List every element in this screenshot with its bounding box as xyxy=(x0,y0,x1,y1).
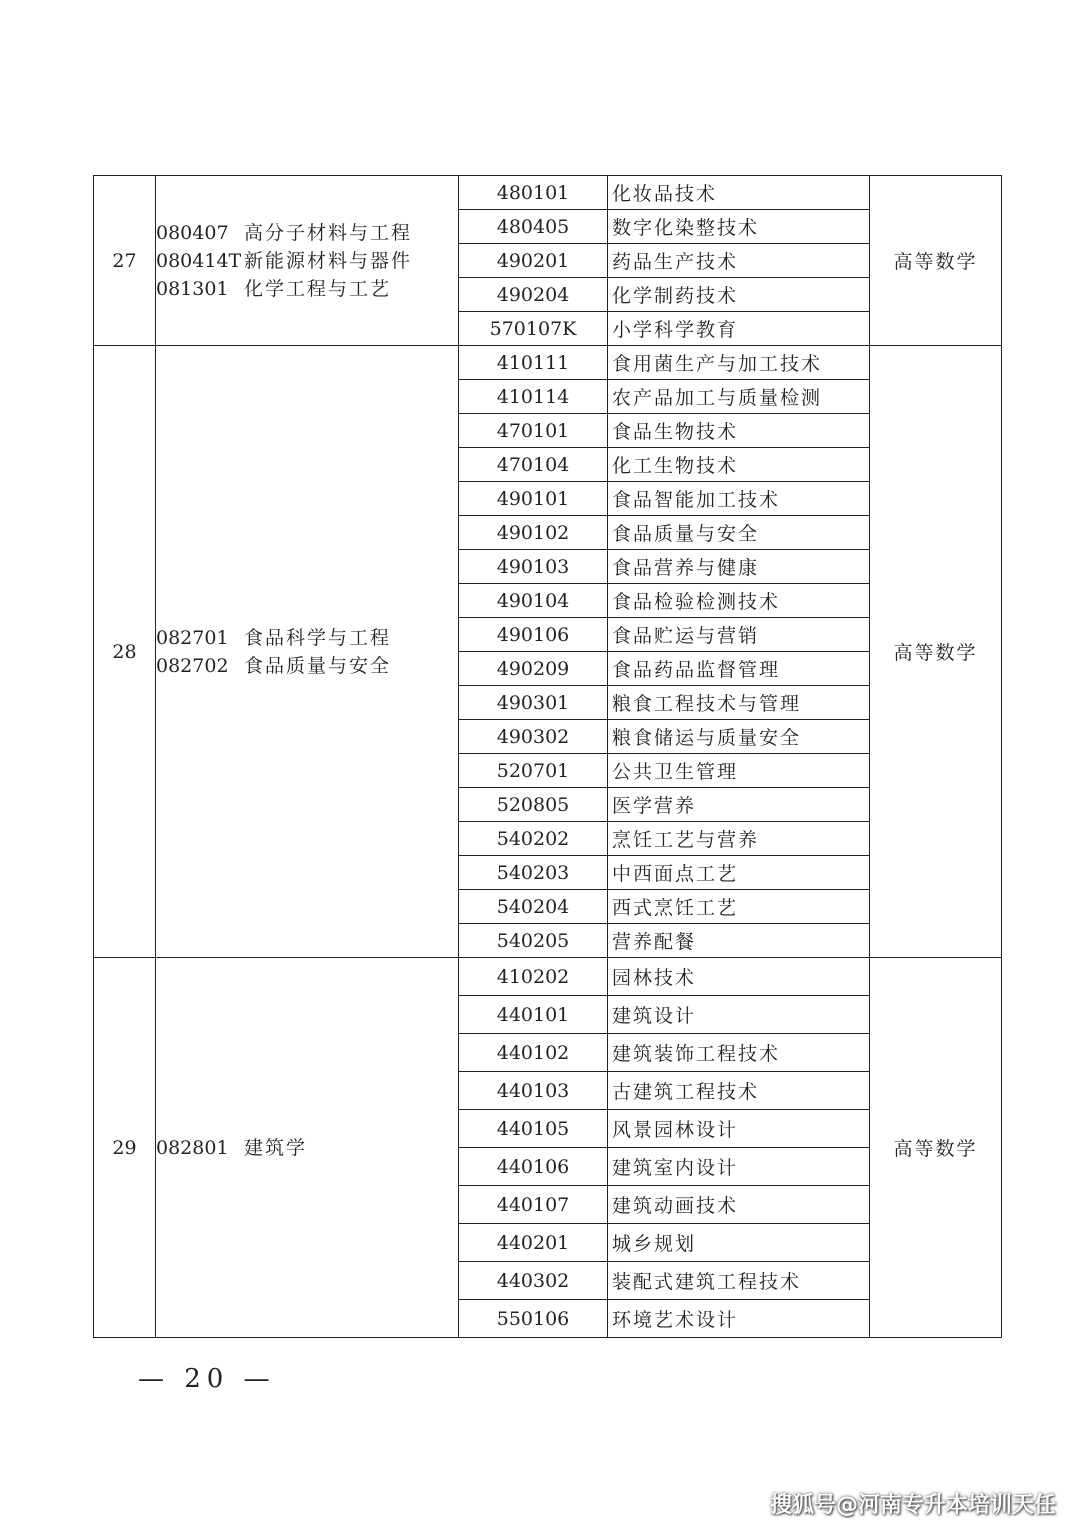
vocational-major-name: 食品营养与健康 xyxy=(608,550,870,584)
vocational-major-name: 食用菌生产与加工技术 xyxy=(608,346,870,380)
group-number: 27 xyxy=(94,176,156,346)
vocational-major-name: 营养配餐 xyxy=(608,924,870,958)
vocational-major-name: 化学制药技术 xyxy=(608,278,870,312)
table-row xyxy=(94,346,1002,380)
undergrad-major-code: 082702 xyxy=(156,654,229,677)
vocational-major-code: 440107 xyxy=(459,1186,608,1224)
vocational-major-code: 520805 xyxy=(459,788,608,822)
vocational-major-code: 490106 xyxy=(459,618,608,652)
vocational-major-code: 490302 xyxy=(459,720,608,754)
exam-subject: 高等数学 xyxy=(870,958,1002,1338)
vocational-major-name: 食品贮运与营销 xyxy=(608,618,870,652)
vocational-major-name: 公共卫生管理 xyxy=(608,754,870,788)
vocational-major-name: 烹饪工艺与营养 xyxy=(608,822,870,856)
vocational-major-code: 490104 xyxy=(459,584,608,618)
vocational-major-code: 490101 xyxy=(459,482,608,516)
vocational-major-code: 470101 xyxy=(459,414,608,448)
table-row xyxy=(94,176,1002,210)
undergrad-major-name: 高分子材料与工程 xyxy=(244,221,413,244)
undergrad-major-code: 082701 xyxy=(156,626,229,649)
vocational-major-name: 食品生物技术 xyxy=(608,414,870,448)
vocational-major-name: 古建筑工程技术 xyxy=(608,1072,870,1110)
vocational-major-name: 化工生物技术 xyxy=(608,448,870,482)
vocational-major-name: 建筑室内设计 xyxy=(608,1148,870,1186)
vocational-major-code: 440106 xyxy=(459,1148,608,1186)
vocational-major-name: 西式烹饪工艺 xyxy=(608,890,870,924)
vocational-major-code: 490209 xyxy=(459,652,608,686)
undergrad-major-code: 080407 xyxy=(156,221,229,244)
vocational-major-code: 480101 xyxy=(459,176,608,210)
page-number: — 20 — xyxy=(138,1364,276,1394)
vocational-major-code: 410111 xyxy=(459,346,608,380)
undergrad-major xyxy=(156,1134,458,1162)
vocational-major-code: 490301 xyxy=(459,686,608,720)
undergrad-major xyxy=(156,652,458,680)
vocational-major-name: 食品质量与安全 xyxy=(608,516,870,550)
undergrad-major-code: 082801 xyxy=(156,1136,229,1159)
vocational-major-name: 装配式建筑工程技术 xyxy=(608,1262,870,1300)
exam-subject: 高等数学 xyxy=(870,346,1002,958)
vocational-major-name: 医学营养 xyxy=(608,788,870,822)
vocational-major-code: 440101 xyxy=(459,996,608,1034)
undergrad-majors-cell xyxy=(156,346,459,958)
vocational-major-name: 环境艺术设计 xyxy=(608,1300,870,1338)
vocational-major-name: 食品药品监督管理 xyxy=(608,652,870,686)
vocational-major-code: 410114 xyxy=(459,380,608,414)
undergrad-major-name: 建筑学 xyxy=(244,1136,308,1159)
undergrad-major-name: 食品质量与安全 xyxy=(244,654,392,677)
table-row xyxy=(94,958,1002,996)
vocational-major-code: 440201 xyxy=(459,1224,608,1262)
vocational-major-code: 520701 xyxy=(459,754,608,788)
vocational-major-code: 410202 xyxy=(459,958,608,996)
undergrad-majors-cell xyxy=(156,958,459,1338)
vocational-major-name: 药品生产技术 xyxy=(608,244,870,278)
undergrad-major-name: 新能源材料与器件 xyxy=(244,249,413,272)
vocational-major-code: 540205 xyxy=(459,924,608,958)
undergrad-majors-cell xyxy=(156,176,459,346)
vocational-major-name: 农产品加工与质量检测 xyxy=(608,380,870,414)
vocational-major-code: 440105 xyxy=(459,1110,608,1148)
vocational-major-name: 风景园林设计 xyxy=(608,1110,870,1148)
vocational-major-name: 数字化染整技术 xyxy=(608,210,870,244)
group-number: 28 xyxy=(94,346,156,958)
undergrad-major-code: 080414T xyxy=(156,249,242,272)
group-number: 29 xyxy=(94,958,156,1338)
vocational-major-code: 490204 xyxy=(459,278,608,312)
vocational-major-name: 粮食储运与质量安全 xyxy=(608,720,870,754)
vocational-major-code: 550106 xyxy=(459,1300,608,1338)
vocational-major-code: 570107K xyxy=(459,312,608,346)
vocational-major-name: 城乡规划 xyxy=(608,1224,870,1262)
undergrad-major xyxy=(156,247,458,275)
vocational-major-name: 建筑设计 xyxy=(608,996,870,1034)
vocational-major-code: 490103 xyxy=(459,550,608,584)
major-mapping-table xyxy=(93,175,1002,1338)
vocational-major-name: 建筑装饰工程技术 xyxy=(608,1034,870,1072)
undergrad-major-code: 081301 xyxy=(156,277,229,300)
undergrad-major xyxy=(156,219,458,247)
vocational-major-name: 化妆品技术 xyxy=(608,176,870,210)
vocational-major-name: 食品检验检测技术 xyxy=(608,584,870,618)
vocational-major-code: 490201 xyxy=(459,244,608,278)
vocational-major-code: 490102 xyxy=(459,516,608,550)
vocational-major-name: 建筑动画技术 xyxy=(608,1186,870,1224)
undergrad-major xyxy=(156,275,458,303)
vocational-major-code: 540204 xyxy=(459,890,608,924)
vocational-major-code: 470104 xyxy=(459,448,608,482)
vocational-major-name: 园林技术 xyxy=(608,958,870,996)
vocational-major-name: 粮食工程技术与管理 xyxy=(608,686,870,720)
vocational-major-code: 540202 xyxy=(459,822,608,856)
vocational-major-code: 440103 xyxy=(459,1072,608,1110)
vocational-major-code: 440302 xyxy=(459,1262,608,1300)
undergrad-major-name: 化学工程与工艺 xyxy=(244,277,392,300)
vocational-major-name: 小学科学教育 xyxy=(608,312,870,346)
vocational-major-code: 440102 xyxy=(459,1034,608,1072)
vocational-major-code: 540203 xyxy=(459,856,608,890)
vocational-major-name: 中西面点工艺 xyxy=(608,856,870,890)
undergrad-major xyxy=(156,624,458,652)
vocational-major-code: 480405 xyxy=(459,210,608,244)
exam-subject: 高等数学 xyxy=(870,176,1002,346)
vocational-major-name: 食品智能加工技术 xyxy=(608,482,870,516)
undergrad-major-name: 食品科学与工程 xyxy=(244,626,392,649)
watermark: 搜狐号@河南专升本培训天任 xyxy=(769,1493,1056,1518)
